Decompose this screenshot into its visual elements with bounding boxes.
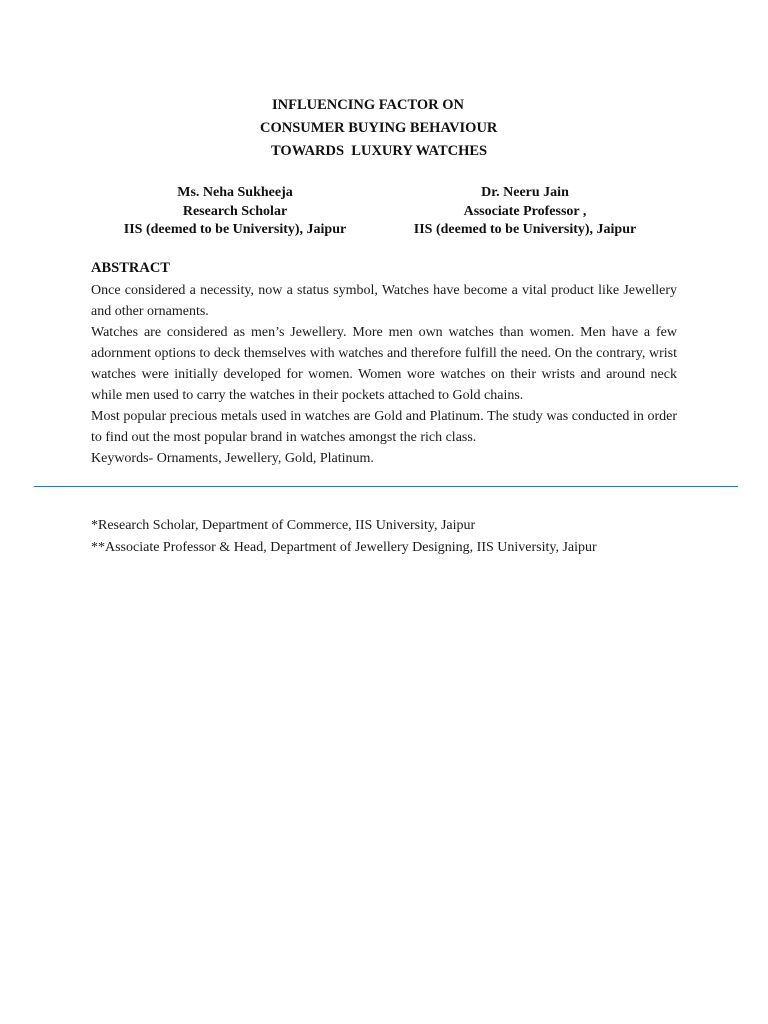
title-line-1: INFLUENCING FACTOR ON	[272, 97, 465, 113]
author-block-second	[384, 184, 666, 240]
title-line-3: TOWARDS LUXURY WATCHES	[271, 143, 488, 159]
abstract-paragraph: Once considered a necessity, now a status symbol, Watches have become a vital product like Jewellery and other ornaments.	[91, 283, 677, 319]
author-name: Ms. Neha Sukheeja	[177, 185, 293, 200]
footnote-divider	[34, 486, 738, 487]
author-role: Associate Professor ,	[463, 203, 587, 219]
abstract-paragraph: Watches are considered as men’s Jewellery. More men own watches than women. Men have a few adornment options to deck themselves with watches and therefore fulfill the need. On the contrary, wrist watches were initially developed for women. Women wore watches on their wrists and around neck while men used to carry the watches in their pockets attached to Gold chains.	[91, 325, 677, 403]
title-line-2: CONSUMER BUYING BEHAVIOUR	[260, 120, 498, 136]
author-affiliation: IIS (deemed to be University), Jaipur	[123, 222, 347, 237]
abstract-heading: ABSTRACT	[91, 260, 170, 276]
author-affiliation: IIS (deemed to be University), Jaipur	[413, 222, 637, 237]
abstract-body	[91, 280, 677, 469]
footnotes	[91, 515, 711, 559]
author-role: Research Scholar	[182, 203, 288, 219]
keywords-line: Keywords- Ornaments, Jewellery, Gold, Platinum.	[91, 451, 374, 466]
author-name: Dr. Neeru Jain	[481, 185, 569, 200]
author-block-first	[96, 184, 374, 240]
footnote-second-author: **Associate Professor & Head, Department of Jewellery Designing, IIS University, Jaipur	[91, 540, 597, 555]
abstract-paragraph: Most popular precious metals used in watches are Gold and Platinum. The study was conducted in order to find out the most popular brand in watches amongst the rich class.	[91, 409, 677, 445]
footnote-first-author: *Research Scholar, Department of Commerce, IIS University, Jaipur	[91, 518, 476, 533]
